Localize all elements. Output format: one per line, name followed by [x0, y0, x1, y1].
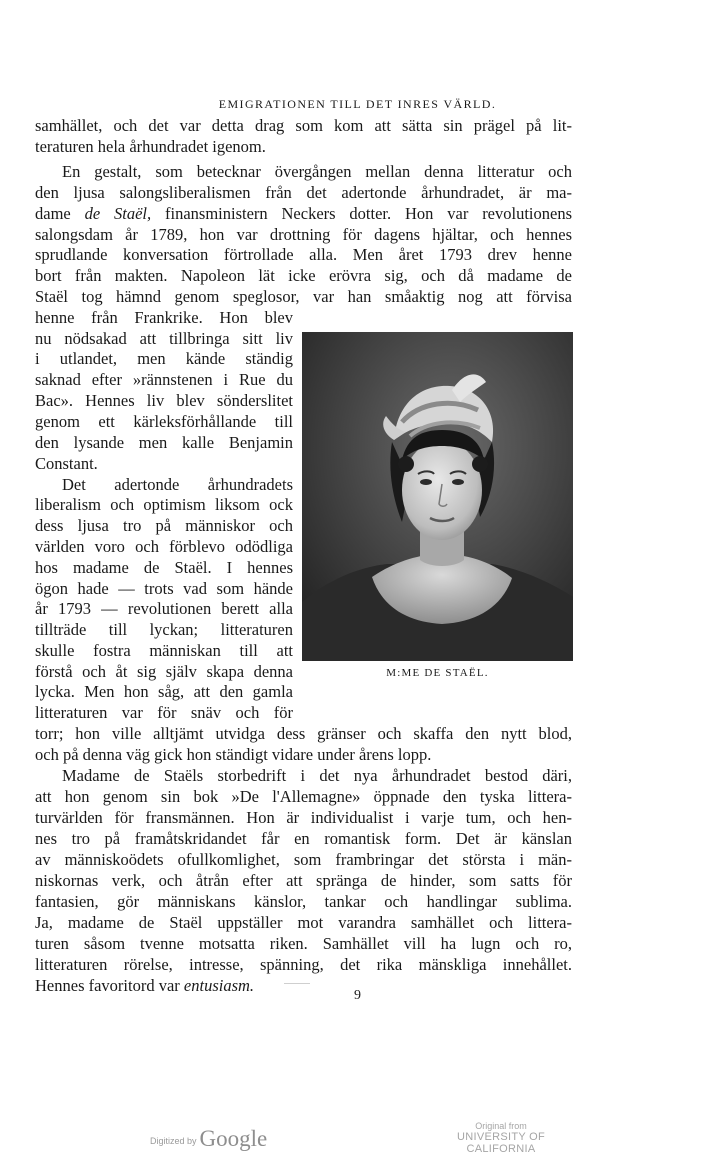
- text-line: nes tro på framåtskridandet får en romantisk form. Det är känslan: [35, 829, 572, 848]
- text-line: henne från Frankrike. Hon blev: [35, 308, 293, 327]
- text-line: liberalism och optimism liksom ock: [35, 495, 293, 514]
- text-line: den ljusa salongsliberalismen från det adertonde århundradet, är ma-: [35, 183, 572, 202]
- portrait-image: [302, 332, 573, 661]
- text-line: år 1793 — revolutionen berett alla: [35, 599, 293, 618]
- text-line: Madame de Staëls storbedrift i det nya århundradet bestod däri,: [62, 766, 572, 785]
- original-from-watermark: [430, 1121, 572, 1155]
- text-span: Hennes favoritord var: [35, 976, 184, 995]
- text-line: salongsdam år 1789, hon var drottning för dagens hjältar, och hennes: [35, 225, 572, 244]
- emphasis-text: de Staël,: [84, 204, 152, 223]
- text-line: litteraturen rörelse, intresse, spänning, det rika mänskliga innehållet.: [35, 955, 572, 974]
- text-line: Bac». Hennes liv blev sönderslitet: [35, 391, 293, 410]
- text-line: torr; hon ville alltjämt utvidga dess gränser och skaffa den nytt blod,: [35, 724, 572, 743]
- portrait-caption: M:ME DE STAËL.: [386, 667, 489, 679]
- text-line: skulle fostra människan till att: [35, 641, 293, 660]
- running-header: EMIGRATIONEN TILL DET INRES VÄRLD.: [218, 97, 497, 111]
- text-line: ögon hade — trots vad som hände: [35, 579, 293, 598]
- emphasis-text: entusiasm.: [183, 976, 255, 995]
- text-line: samhället, och det var detta drag som kom att sätta sin prägel på lit-: [35, 116, 572, 135]
- original-from-label: Original from: [475, 1121, 527, 1131]
- text-line: och på denna väg gick hon ständigt vidare under årens lopp.: [35, 745, 432, 764]
- text-line: turvärlden för fransmännen. Hon är individualist i varje tum, och hen-: [35, 808, 572, 827]
- institution-label: UNIVERSITY OF CALIFORNIA: [456, 1131, 546, 1155]
- text-line: dess ljusa tro på människor och: [35, 516, 293, 535]
- text-line: nu nödsakad att tillbringa sitt liv: [35, 329, 293, 348]
- text-line: turen såsom tvenne motsatta riken. Samhället vill ha lugn och ro,: [35, 934, 572, 953]
- text-span: finansministern Neckers dotter. Hon var revolutionens: [151, 204, 573, 223]
- text-line: teraturen hela århundradet igenom.: [35, 137, 266, 156]
- text-line: genom ett kärleksförhållande till: [35, 412, 293, 431]
- text-line: av människoödets ofullkomlighet, som frambringar det största i män-: [35, 850, 572, 869]
- text-line: sprudlande konversation förtrollade alla. Men året 1793 drev henne: [35, 245, 572, 264]
- text-line: bort från makten. Napoleon lät icke erövra sig, och då madame de: [35, 266, 572, 285]
- text-line: världen voro och förblevo odödliga: [35, 537, 293, 556]
- text-line: Constant.: [35, 454, 98, 473]
- text-line: i utlandet, men kände ständig: [35, 349, 293, 368]
- text-line: Staël tog hämnd genom speglosor, var han småaktig nog att förvisa: [35, 287, 572, 306]
- text-line: saknad efter »rännstenen i Rue du: [35, 370, 293, 389]
- page-number: 9: [354, 988, 361, 1003]
- text-line: tillträde till lyckan; litteraturen: [35, 620, 293, 639]
- portrait-illustration: [302, 332, 573, 661]
- text-line: [35, 204, 572, 224]
- text-line: att hon genom sin bok »De l'Allemagne» öppnade den tyska littera-: [35, 787, 572, 806]
- text-line: den lysande men kalle Benjamin: [35, 433, 293, 452]
- text-span: dame: [35, 204, 85, 223]
- text-line: En gestalt, som betecknar övergången mellan denna litteratur och: [62, 162, 572, 181]
- google-logo: Google: [199, 1126, 268, 1151]
- text-line: lycka. Men hon såg, att den gamla: [35, 682, 293, 701]
- text-line: hos madame de Staël. I hennes: [35, 558, 293, 577]
- text-line: niskornas verk, och åtrån efter att spränga de hinder, som satts för: [35, 871, 572, 890]
- text-line: Det adertonde århundradets: [62, 475, 293, 494]
- text-line: Ja, madame de Staël uppställer mot varandra samhället och littera-: [35, 913, 572, 932]
- text-line: fantasien, gör människans känslor, tankar och handlingar sublima.: [35, 892, 572, 911]
- page-number-mark: [284, 983, 310, 984]
- digitized-by-watermark: [150, 1126, 267, 1152]
- digitized-by-label: Digitized by: [150, 1136, 197, 1146]
- text-line: förstå och åt sig själv skapa denna: [35, 662, 293, 681]
- text-line: litteraturen var för snäv och för: [35, 703, 293, 722]
